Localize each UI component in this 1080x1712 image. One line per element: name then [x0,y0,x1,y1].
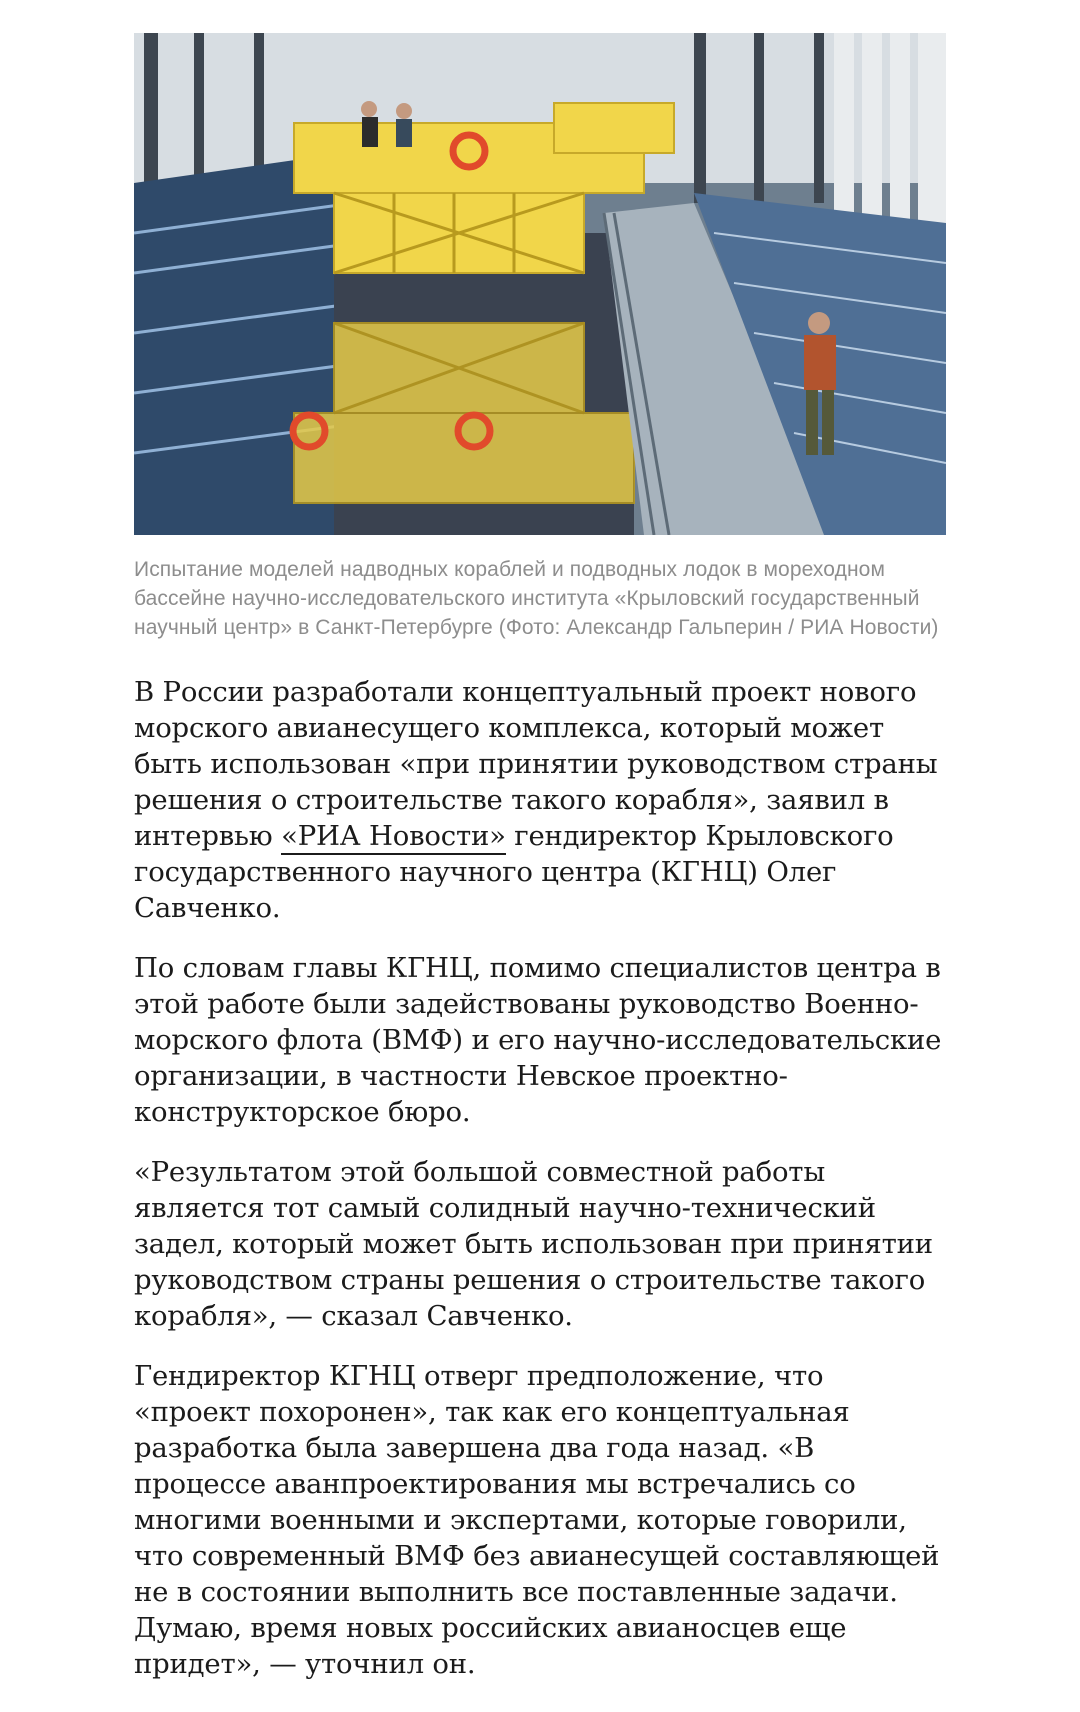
paragraph-3: «Результатом этой большой совместной работы является тот самый солидный научно-технический задел, который может быть использован при принятии руководством страны решения о строительстве такого корабля», — сказал Савченко. [134,1156,933,1332]
article [134,33,946,1706]
paragraph-1-text-start: В России разработали концептуальный проект нового морского авианесущего комплекса, который может быть использован «при принятии руководством страны решения о строительстве такого корабля», заявил в интервью [134,676,938,852]
photo-illustration [134,33,946,535]
paragraph-2: По словам главы КГНЦ, помимо специалистов центра в этой работе были задействованы руководство Военно-морского флота (ВМФ) и его научно-исследовательские организации, в частности Невское проектно-конструкторское бюро. [134,952,942,1128]
paragraph-1 [134,674,946,926]
paragraph-4: Гендиректор КГНЦ отверг предположение, что «проект похоронен», так как его концептуальная разработка была завершена два года назад. «В процессе аванпроектирования мы встречались со многими военными и экспертами, которые говорили, что современный ВМФ без авианесущей составляющей не в состоянии выполнить все поставленные задачи. Думаю, время новых российских авианосцев еще придет», — уточнил он. [134,1360,940,1680]
article-body [134,674,946,1682]
ria-novosti-link[interactable]: «РИА Новости» [281,820,506,855]
paragraph-1-text-end: гендиректор Крыловского государственного научного центра (КГНЦ) Олег Савченко. [134,820,894,924]
photo-caption: Испытание моделей надводных кораблей и подводных лодок в мореходном бассейне научно-исследовательского института «Крыловский государственный научный центр» в Санкт-Петербурге (Фото: Александр Гальперин / РИА Новости) [134,558,939,639]
article-photo[interactable] [134,33,946,535]
